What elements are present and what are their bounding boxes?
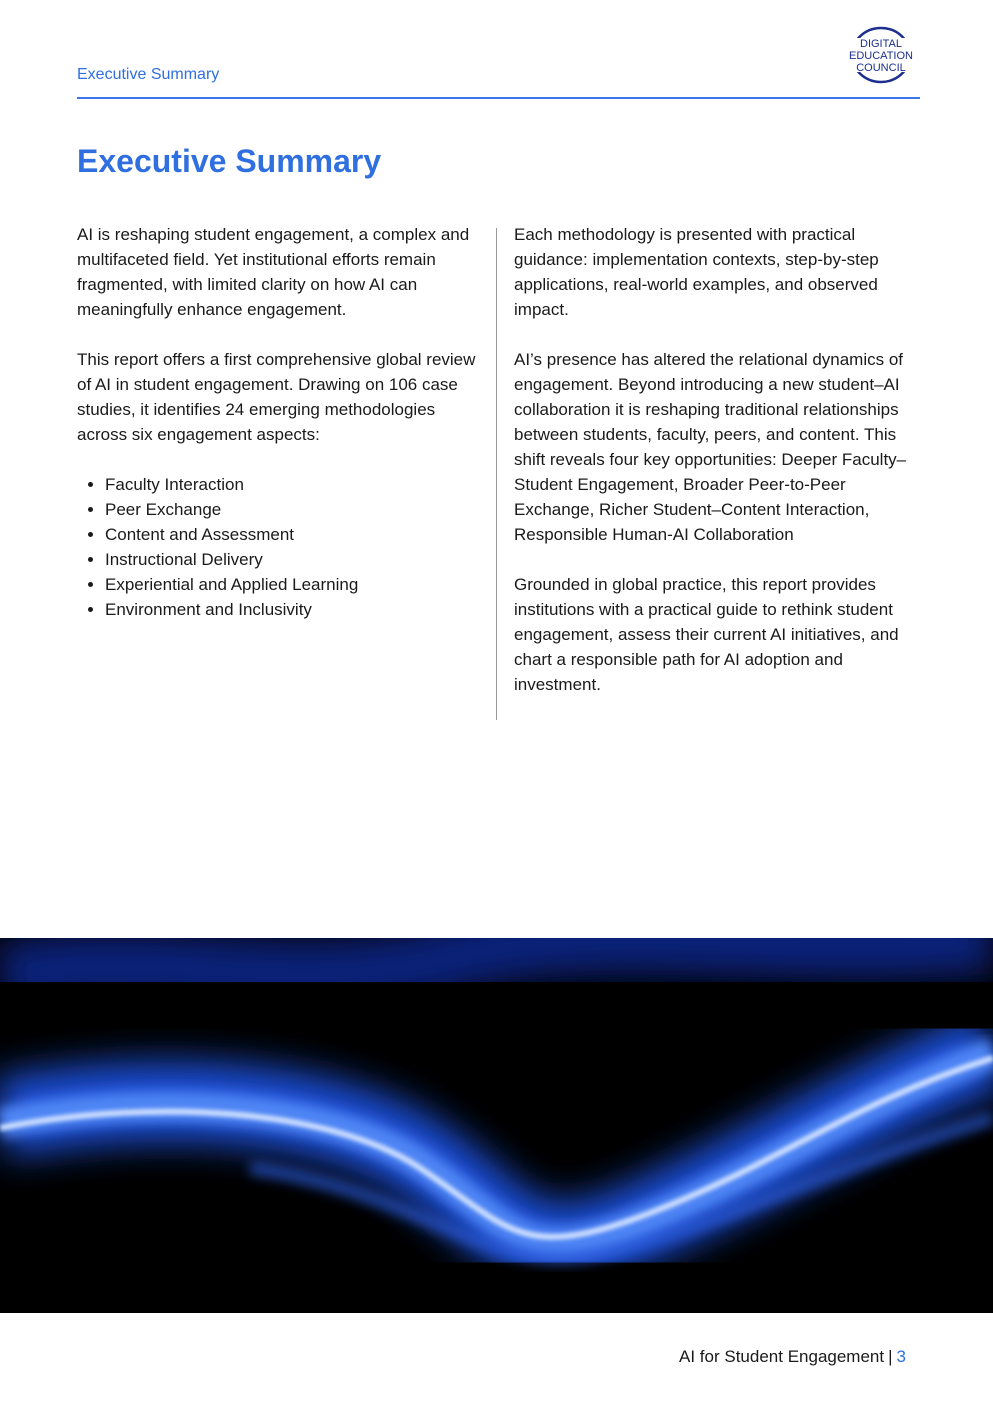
column-divider — [496, 228, 497, 720]
digital-education-council-logo — [848, 26, 914, 84]
footer-title: AI for Student Engagement — [679, 1347, 885, 1366]
paragraph: This report offers a first comprehensive global review of AI in student engagement. Drawing on 106 case studies, it identifies 24 emerging methodologies across six engagement aspects: — [77, 350, 476, 444]
paragraph: AI’s presence has altered the relational dynamics of engagement. Beyond introducing a new student–AI collaboration it is reshaping traditional relationships between students, faculty, peers, and content. This shift reveals four key opportunities: Deeper Faculty–Student Engagement, Broader Peer-to-Peer Exchange, Richer Student–Content Interaction, Responsible Human-AI Collaboration — [514, 350, 907, 544]
header-rule — [77, 97, 920, 99]
svg-text:COUNCIL: COUNCIL — [856, 62, 906, 74]
right-column — [514, 222, 919, 722]
svg-text:DIGITAL: DIGITAL — [860, 38, 902, 50]
page-title: Executive Summary — [77, 143, 382, 179]
paragraph: AI is reshaping student engagement, a complex and multifaceted field. Yet institutional efforts remain fragmented, with limited clarity on how AI can meaningfully enhance engagement. — [77, 225, 470, 319]
list-item: • Experiential and Applied Learning — [105, 572, 477, 597]
page-footer — [679, 1347, 906, 1367]
left-column — [77, 222, 477, 622]
paragraph: Each methodology is presented with practical guidance: implementation contexts, step-by-step applications, real-world examples, and observed impact. — [514, 225, 879, 319]
page-number: 3 — [896, 1347, 906, 1366]
aspects-list — [77, 472, 477, 622]
blue-wave-image — [0, 938, 993, 1313]
footer-separator: | — [888, 1347, 893, 1366]
list-item: • Content and Assessment — [105, 522, 477, 547]
list-item: • Peer Exchange — [105, 497, 477, 522]
paragraph: Grounded in global practice, this report provides institutions with a practical guide to rethink student engagement, assess their current AI initiatives, and chart a responsible path for AI adoption and investment. — [514, 575, 899, 694]
list-item: • Faculty Interaction — [105, 472, 477, 497]
list-item: • Environment and Inclusivity — [105, 597, 477, 622]
svg-text:EDUCATION: EDUCATION — [849, 50, 913, 62]
running-header: Executive Summary — [77, 66, 220, 83]
list-item: • Instructional Delivery — [105, 547, 477, 572]
